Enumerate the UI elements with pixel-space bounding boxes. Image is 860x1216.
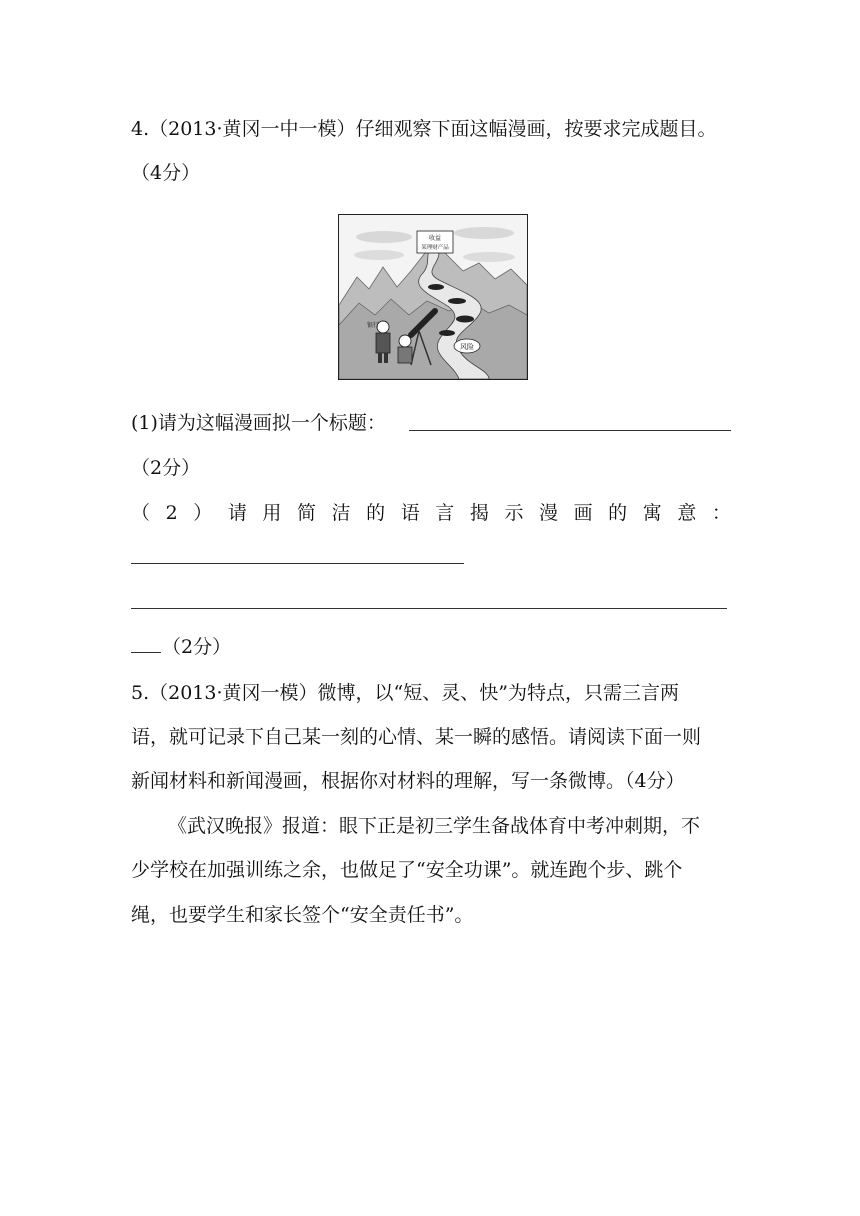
q4-sub2-char: 用 <box>262 502 282 524</box>
q5-material-line2: 少学校在加强训练之余，也做足了“安全功课”。就连跑个步、跳个 <box>131 859 683 881</box>
q4-sub1-answer-line[interactable] <box>409 430 731 431</box>
q4-question-score: （4分） <box>131 162 201 184</box>
q4-sub2-char: 语 <box>400 502 420 524</box>
q4-sub2-char: 洁 <box>331 502 351 524</box>
q5-question-line1: 5.（2013·黄冈一模）微博，以“短、灵、快”为特点，只需三言两 <box>131 682 679 704</box>
q4-question-line1: 4.（2013·黄冈一中一模）仔细观察下面这幅漫画，按要求完成题目。 <box>131 118 717 140</box>
q4-sub2-char: 示 <box>504 502 524 524</box>
q5-material-line1: 《武汉晚报》报道：眼下正是初三学生备战体育中考冲刺期，不 <box>168 815 701 837</box>
q4-sub2-char: 寓 <box>642 502 662 524</box>
cartoon-sign-subtext: 某理财产品 <box>421 245 449 251</box>
q5-material-line3: 绳，也要学生和家长签个“安全责任书”。 <box>131 904 474 926</box>
q4-sub2-answer-line-3[interactable] <box>131 652 161 653</box>
q4-sub2-char: 漫 <box>539 502 559 524</box>
q4-sub2-char: 意 <box>677 502 697 524</box>
q4-sub2-char: 的 <box>366 502 386 524</box>
q4-sub2-char: 请 <box>227 502 247 524</box>
q4-sub2-char: 2 <box>165 502 178 524</box>
q4-sub2-char: ） <box>193 502 213 524</box>
q4-sub2-prompt <box>131 500 731 526</box>
q5-question-line3: 新闻材料和新闻漫画，根据你对材料的理解，写一条微博。（4分） <box>131 770 685 792</box>
q4-sub1-prompt: (1)请为这幅漫画拟一个标题： <box>131 412 386 434</box>
q4-sub2-char: 言 <box>435 502 455 524</box>
q4-sub1-score: （2分） <box>131 457 201 479</box>
q4-sub2-char: 揭 <box>469 502 489 524</box>
q4-sub2-answer-line-1[interactable] <box>131 563 464 564</box>
q4-sub2-char: （ <box>131 502 151 524</box>
q4-sub2-score: （2分） <box>162 636 232 658</box>
q4-sub2-answer-line-2[interactable] <box>131 608 727 609</box>
q4-sub2-char: 简 <box>296 502 316 524</box>
cartoon-image <box>338 214 528 380</box>
q4-sub2-char: ： <box>711 502 731 524</box>
cartoon-sign-text: 收益 <box>428 235 442 242</box>
cartoon-bank-label: 银行 <box>367 322 380 329</box>
cartoon-risk-label: 风险 <box>460 343 474 351</box>
q4-sub2-char: 画 <box>573 502 593 524</box>
q5-question-line2: 语，就可记录下自己某一刻的心情、某一瞬的感悟。请阅读下面一则 <box>131 726 702 748</box>
q4-sub2-char: 的 <box>608 502 628 524</box>
